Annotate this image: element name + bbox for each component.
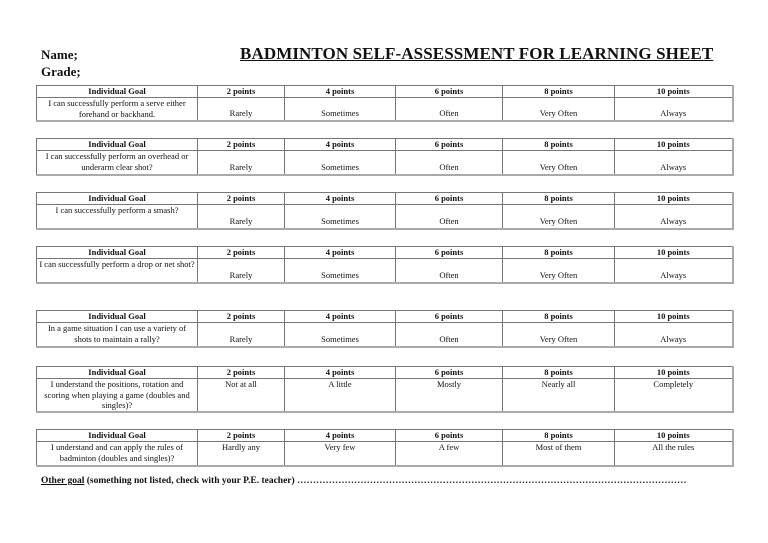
- rating-cell[interactable]: Sometimes: [285, 151, 396, 175]
- goal-table-7: [36, 429, 734, 467]
- points-header: 10 points: [615, 430, 733, 442]
- rating-cell[interactable]: Hardly any: [198, 442, 285, 466]
- header-row: [37, 139, 733, 151]
- rating-cell[interactable]: Very Often: [503, 323, 615, 347]
- points-header: 2 points: [198, 139, 285, 151]
- goal-description: I can successfully perform a smash?: [37, 205, 198, 229]
- goal-header: Individual Goal: [37, 311, 198, 323]
- goal-description: In a game situation I can use a variety of shots to maintain a rally?: [37, 323, 198, 347]
- table-row: [37, 442, 733, 466]
- goal-description: I can successfully perform an overhead or underarm clear shot?: [37, 151, 198, 175]
- rating-cell[interactable]: Completely: [615, 379, 733, 412]
- goal-description: I understand and can apply the rules of badminton (doubles and singles)?: [37, 442, 198, 466]
- points-header: 8 points: [503, 247, 615, 259]
- goal-description: I can successfully perform a drop or net shot?: [37, 259, 198, 283]
- header-row: [37, 367, 733, 379]
- points-header: 8 points: [503, 311, 615, 323]
- rating-cell[interactable]: Often: [396, 205, 503, 229]
- rating-cell[interactable]: Always: [615, 323, 733, 347]
- goal-table-4: [36, 246, 734, 284]
- rating-cell[interactable]: Often: [396, 98, 503, 121]
- rating-cell[interactable]: Often: [396, 151, 503, 175]
- points-header: 2 points: [198, 193, 285, 205]
- points-header: 6 points: [396, 247, 503, 259]
- goal-header: Individual Goal: [37, 367, 198, 379]
- table-row: [37, 151, 733, 175]
- rating-cell[interactable]: Rarely: [198, 205, 285, 229]
- points-header: 6 points: [396, 139, 503, 151]
- rating-cell[interactable]: Often: [396, 259, 503, 283]
- points-header: 6 points: [396, 86, 503, 98]
- points-header: 6 points: [396, 311, 503, 323]
- header-row: [37, 86, 733, 98]
- rating-cell[interactable]: Very Often: [503, 205, 615, 229]
- rating-cell[interactable]: Very few: [285, 442, 396, 466]
- points-header: 4 points: [285, 86, 396, 98]
- rating-cell[interactable]: Sometimes: [285, 205, 396, 229]
- goal-header: Individual Goal: [37, 247, 198, 259]
- page-title: BADMINTON SELF-ASSESSMENT FOR LEARNING SHEET: [240, 44, 714, 63]
- rating-cell[interactable]: Sometimes: [285, 98, 396, 121]
- name-label: Name;: [41, 47, 78, 62]
- rating-cell[interactable]: Always: [615, 259, 733, 283]
- rating-cell[interactable]: Nearly all: [503, 379, 615, 412]
- points-header: 10 points: [615, 311, 733, 323]
- points-header: 4 points: [285, 193, 396, 205]
- rating-cell[interactable]: Always: [615, 205, 733, 229]
- points-header: 4 points: [285, 139, 396, 151]
- table-row: [37, 379, 733, 412]
- points-header: 2 points: [198, 247, 285, 259]
- rating-cell[interactable]: Sometimes: [285, 323, 396, 347]
- points-header: 10 points: [615, 367, 733, 379]
- points-header: 4 points: [285, 367, 396, 379]
- points-header: 4 points: [285, 247, 396, 259]
- points-header: 10 points: [615, 193, 733, 205]
- points-header: 10 points: [615, 247, 733, 259]
- points-header: 4 points: [285, 430, 396, 442]
- rating-cell[interactable]: Rarely: [198, 98, 285, 121]
- rating-cell[interactable]: Most of them: [503, 442, 615, 466]
- other-goal-text: (something not listed, check with your P.E. teacher) ……………………………………………………………………………………………………………: [84, 476, 687, 486]
- goal-table-6: [36, 366, 734, 413]
- table-row: [37, 323, 733, 347]
- points-header: 8 points: [503, 86, 615, 98]
- table-row: [37, 98, 733, 121]
- points-header: 6 points: [396, 430, 503, 442]
- goal-header: Individual Goal: [37, 139, 198, 151]
- rating-cell[interactable]: A little: [285, 379, 396, 412]
- table-row: [37, 205, 733, 229]
- header-row: [37, 311, 733, 323]
- rating-cell[interactable]: Sometimes: [285, 259, 396, 283]
- points-header: 8 points: [503, 193, 615, 205]
- other-goal-label: Other goal: [41, 476, 85, 486]
- goal-header: Individual Goal: [37, 86, 198, 98]
- goal-description: I can successfully perform a serve either forehand or backhand.: [37, 98, 198, 121]
- points-header: 8 points: [503, 430, 615, 442]
- grade-label: Grade;: [41, 64, 81, 79]
- goal-table-2: [36, 138, 734, 176]
- points-header: 2 points: [198, 430, 285, 442]
- rating-cell[interactable]: Not at all: [198, 379, 285, 412]
- rating-cell[interactable]: Rarely: [198, 323, 285, 347]
- rating-cell[interactable]: Mostly: [396, 379, 503, 412]
- rating-cell[interactable]: All the rules: [615, 442, 733, 466]
- points-header: 2 points: [198, 311, 285, 323]
- rating-cell[interactable]: Very Often: [503, 98, 615, 121]
- points-header: 6 points: [396, 193, 503, 205]
- rating-cell[interactable]: Often: [396, 323, 503, 347]
- points-header: 4 points: [285, 311, 396, 323]
- rating-cell[interactable]: Always: [615, 151, 733, 175]
- rating-cell[interactable]: Rarely: [198, 259, 285, 283]
- other-goal-line: [41, 476, 687, 486]
- rating-cell[interactable]: Always: [615, 98, 733, 121]
- header-row: [37, 247, 733, 259]
- goal-header: Individual Goal: [37, 193, 198, 205]
- goal-table-1: [36, 85, 734, 122]
- points-header: 2 points: [198, 86, 285, 98]
- points-header: 2 points: [198, 367, 285, 379]
- goal-header: Individual Goal: [37, 430, 198, 442]
- student-info: [41, 46, 81, 80]
- points-header: 10 points: [615, 86, 733, 98]
- rating-cell[interactable]: Rarely: [198, 151, 285, 175]
- rating-cell[interactable]: A few: [396, 442, 503, 466]
- goal-table-3: [36, 192, 734, 230]
- points-header: 10 points: [615, 139, 733, 151]
- points-header: 8 points: [503, 139, 615, 151]
- rating-cell[interactable]: Very Often: [503, 259, 615, 283]
- header-row: [37, 193, 733, 205]
- points-header: 8 points: [503, 367, 615, 379]
- goal-description: I understand the positions, rotation and scoring when playing a game (doubles and singles)?: [37, 379, 198, 412]
- header-row: [37, 430, 733, 442]
- rating-cell[interactable]: Very Often: [503, 151, 615, 175]
- table-row: [37, 259, 733, 283]
- points-header: 6 points: [396, 367, 503, 379]
- goal-table-5: [36, 310, 734, 348]
